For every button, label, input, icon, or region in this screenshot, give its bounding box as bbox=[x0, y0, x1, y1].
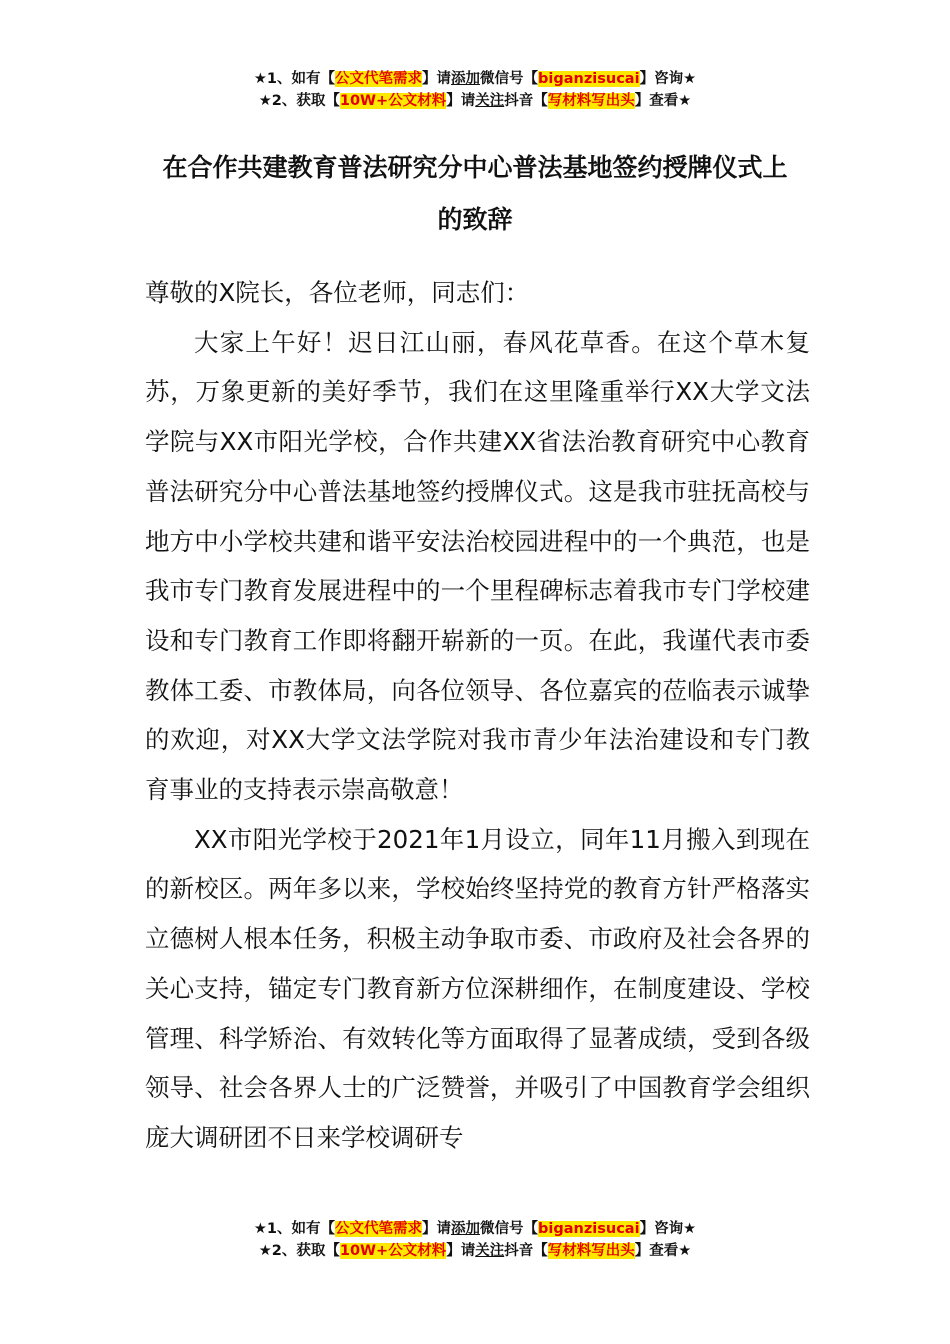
promo-text: 微信号【 bbox=[480, 71, 539, 87]
promo-highlight: 公文代笔需求 bbox=[335, 1221, 423, 1237]
paragraph-1: 大家上午好！迟日江山丽，春风花草香。在这个草木复苏，万象更新的美好季节，我们在这里隆重举行XX大学文法学院与XX市阳光学校，合作共建XX省法治教育研究中心教育普法研究分中心普法基地签约授牌仪式。这是我市驻抚高校与地方中小学校共建和谐平安法治校园进程中的一个典范，也是我市专门教育发展进程中的一个里程碑标志着我市专门学校建设和专门教育工作即将翻开崭新的一页。在此，我谨代表市委教体工委、市教体局，向各位领导、各位嘉宾的莅临表示诚挚的欢迎，对XX大学文法学院对我市青少年法治建设和专门教育事业的支持表示崇高敬意！ bbox=[145, 327, 810, 805]
promo-text: 】请 bbox=[446, 1243, 476, 1259]
promo-highlight: biganzisucai bbox=[538, 71, 640, 87]
top-promo-banner bbox=[0, 68, 950, 112]
document-title bbox=[145, 142, 805, 246]
title-line-1: 在合作共建教育普法研究分中心普法基地签约授牌仪式上 bbox=[162, 153, 788, 182]
promo-text: 】咨询★ bbox=[639, 1221, 697, 1237]
promo-emphasis: 添加 bbox=[451, 1221, 481, 1237]
promo-text: 】请 bbox=[446, 93, 476, 109]
promo-line-1 bbox=[0, 68, 950, 90]
promo-highlight: biganzisucai bbox=[538, 1221, 640, 1237]
title-line-2: 的致辞 bbox=[437, 205, 513, 234]
promo-text: 】查看★ bbox=[634, 1243, 692, 1259]
promo-text: ★2、获取【 bbox=[258, 93, 340, 109]
document-body bbox=[145, 268, 810, 1163]
promo-text: 抖音【 bbox=[504, 93, 548, 109]
promo-highlight: 10W+公文材料 bbox=[339, 93, 447, 109]
promo-highlight: 写材料写出头 bbox=[547, 1243, 635, 1259]
promo-emphasis: 关注 bbox=[475, 1243, 505, 1259]
promo-text: ★1、如有【 bbox=[253, 1221, 336, 1237]
promo-line-2 bbox=[0, 90, 950, 112]
promo-text: 】咨询★ bbox=[639, 71, 697, 87]
promo-text: 微信号【 bbox=[480, 1221, 539, 1237]
promo-text: 】查看★ bbox=[634, 93, 692, 109]
promo-emphasis: 关注 bbox=[475, 93, 505, 109]
promo-text: 】请 bbox=[422, 71, 452, 87]
promo-text: ★2、获取【 bbox=[258, 1243, 340, 1259]
promo-text: 抖音【 bbox=[504, 1243, 548, 1259]
promo-text: 】请 bbox=[422, 1221, 452, 1237]
promo-text: ★1、如有【 bbox=[253, 71, 336, 87]
promo-line-2 bbox=[0, 1240, 950, 1262]
paragraph-2: XX市阳光学校于2021年1月设立，同年11月搬入到现在的新校区。两年多以来，学校始终坚持党的教育方针严格落实立德树人根本任务，积极主动争取市委、市政府及社会各界的关心支持，锚定专门教育新方位深耕细作，在制度建设、学校管理、科学矫治、有效转化等方面取得了显著成绩，受到各级领导、社会各界人士的广泛赞誉，并吸引了中国教育学会组织庞大调研团不日来学校调研专 bbox=[145, 824, 810, 1152]
promo-line-1 bbox=[0, 1218, 950, 1240]
promo-highlight: 10W+公文材料 bbox=[339, 1243, 447, 1259]
promo-emphasis: 添加 bbox=[451, 71, 481, 87]
bottom-promo-banner bbox=[0, 1218, 950, 1262]
promo-highlight: 写材料写出头 bbox=[547, 93, 635, 109]
salutation: 尊敬的X院长，各位老师，同志们： bbox=[145, 278, 530, 307]
promo-highlight: 公文代笔需求 bbox=[335, 71, 423, 87]
